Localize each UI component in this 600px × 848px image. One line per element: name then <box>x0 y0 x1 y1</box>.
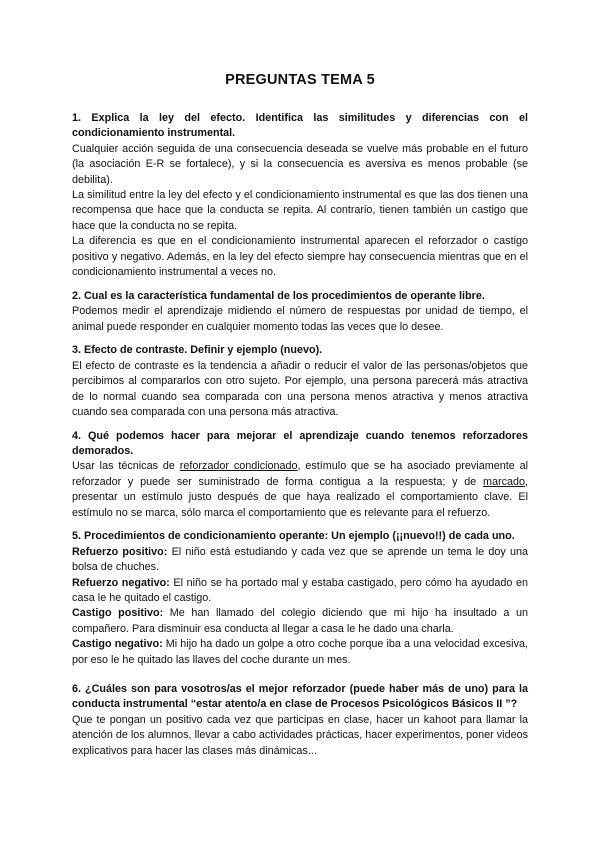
example-label: Refuerzo positivo: <box>72 545 168 558</box>
answer-paragraph: Que te pongan un positivo cada vez que participas en clase, hacer un kahoot para llamar la atención de los alumnos, llevar a cabo actividades prácticas, hacer experimentos, poner videos explicativos para hacer las clases más dinámicas... <box>72 713 528 757</box>
answer-paragraph: Podemos medir el aprendizaje midiendo el número de respuestas por unidad de tiempo, el animal puede responder en cualquier momento todas las veces que lo desee. <box>72 305 528 333</box>
answer-paragraph <box>72 459 528 521</box>
underlined-term-marcado: marcado <box>482 475 525 488</box>
question-1-heading: 1. Explica la ley del efecto. Identifica las similitudes y diferencias con el condicionamiento instrumental. <box>72 112 528 140</box>
example-label: Castigo negativo: <box>72 638 163 651</box>
answer-paragraph: Cualquier acción seguida de una consecuencia deseada se vuelve más probable en el futuro (la asociación E-R se fortalece), y si la consecuencia es aversiva es menos probable (se debilita). <box>72 142 528 186</box>
question-5-heading: 5. Procedimientos de condicionamiento operante: Un ejemplo (¡¡nuevo!!) de cada uno. <box>72 530 515 543</box>
question-2-heading: 2. Cual es la característica fundamental de los procedimientos de operante libre. <box>72 289 485 302</box>
question-6-heading: 6. ¿Cuáles son para vosotros/as el mejor reforzador (puede haber más de uno) para la conducta instrumental “estar atento/a en clase de Procesos Psicológicos Básicos II ”? <box>72 683 528 711</box>
page-title: PREGUNTAS TEMA 5 <box>225 72 375 88</box>
answer-paragraph: La diferencia es que en el condicionamiento instrumental aparecen el reforzador o castigo positivo y negativo. Además, en la ley del efecto siempre hay consecuencia mientras que en el condicionamiento instrumental a veces no. <box>72 235 528 279</box>
answer-paragraph: La similitud entre la ley del efecto y el condicionamiento instrumental es que las dos tienen una recompensa que hace que la conducta se repita. Al contrario, tienen también un castigo que hace que la conducta no se repita. <box>72 189 528 232</box>
example-text: Me han llamado del colegio diciendo que mi hijo ha insultado a un compañero. Para disminuir esa conducta al llegar a casa le he dado una charla. <box>72 607 528 635</box>
example-text: El niño se ha portado mal y estaba castigado, pero cómo ha ayudado en casa le he quitado el castigo. <box>72 576 528 604</box>
question-4-heading: 4. Qué podemos hacer para mejorar el aprendizaje cuando tenemos reforzadores demorados. <box>72 429 528 458</box>
example-item <box>72 545 528 576</box>
question-5-section <box>72 529 528 668</box>
example-text: El niño está estudiando y cada vez que se aprende un tema le doy una bolsa de chuches. <box>72 545 528 574</box>
question-2-section <box>72 289 528 335</box>
question-3-section <box>72 343 528 420</box>
question-1-section <box>72 111 528 280</box>
question-4-section <box>72 429 528 521</box>
example-label: Refuerzo negativo: <box>72 576 170 589</box>
answer-paragraph: El efecto de contraste es la tendencia a añadir o reducir el valor de las personas/objetos que percibimos al compararlos con otro sujeto. Por ejemplo, una persona parecerá más atractiva de lo normal cuando sea comparada con una persona menos atractiva y menos atractiva cuando sea comparada con una persona más atractiva. <box>72 359 528 418</box>
example-label: Castigo positivo: <box>72 607 164 620</box>
underlined-term-reforzador-condicionado: reforzador condicionado <box>179 460 298 473</box>
answer-text: Usar las técnicas de <box>72 460 180 473</box>
document-body <box>72 111 528 767</box>
answer-text: , presentar un estímulo justo después de que haya realizado el comportamiento clave. El estímulo no se marca, sólo marca el comportamiento que es relevante para el refuerzo. <box>72 475 528 519</box>
example-item <box>72 576 528 607</box>
example-text: Mi hijo ha dado un golpe a otro coche porque iba a una velocidad excesiva, por eso le he quitado las llaves del coche durante un mes. <box>72 638 528 666</box>
answer-text: , estímulo que se ha asociado previamente al reforzador y puede ser suministrado de forma contigua a la respuesta; y de <box>72 460 528 488</box>
question-6-section <box>72 682 528 759</box>
example-item <box>72 606 528 637</box>
example-item <box>72 637 528 668</box>
question-3-heading: 3. Efecto de contraste. Definir y ejemplo (nuevo). <box>72 344 323 357</box>
